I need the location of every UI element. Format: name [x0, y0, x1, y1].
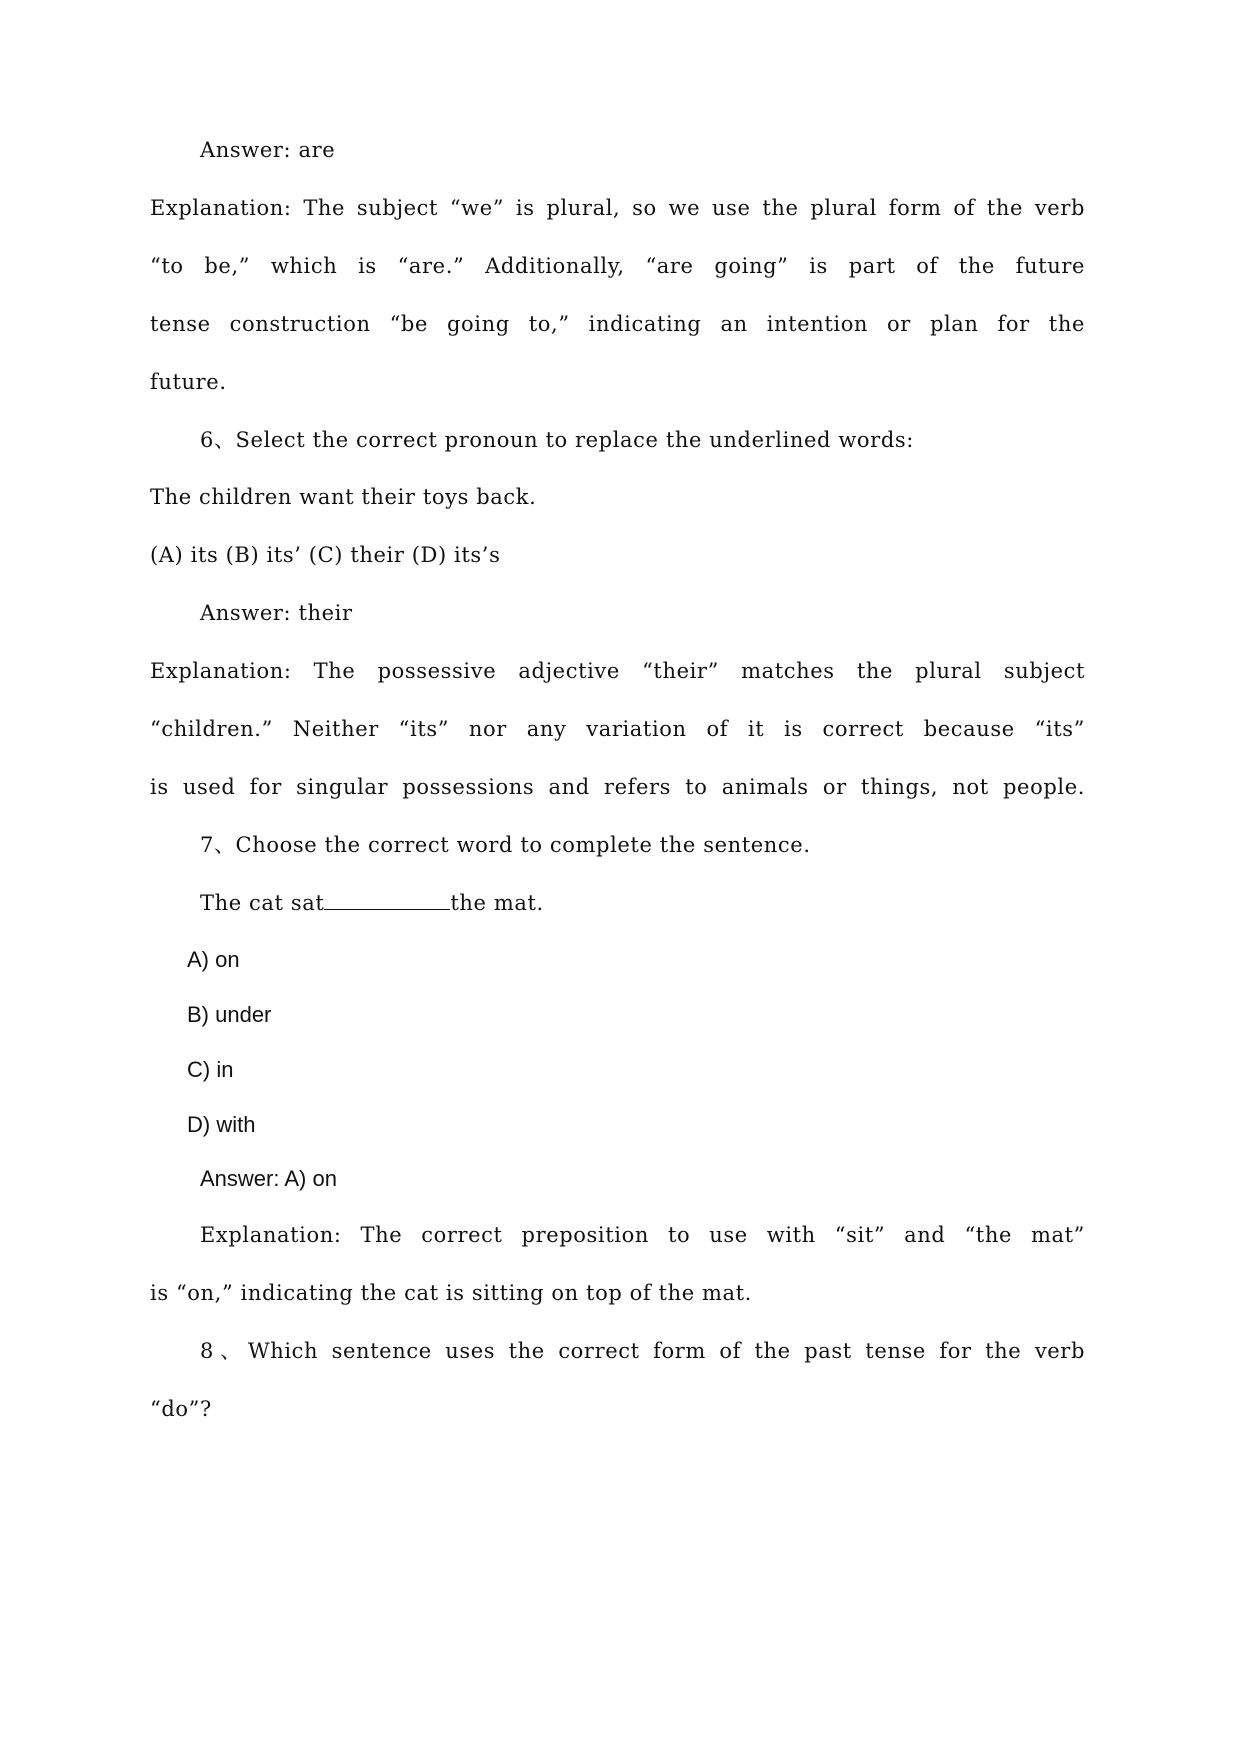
q7-question: 7、Choose the correct word to complete the sentence. [200, 833, 811, 857]
q7-option-d: D) with [187, 1112, 256, 1137]
q7-answer: Answer: A) on [200, 1166, 337, 1191]
q5-explanation-line: Explanation: The subject “we” is plural, so we use the plural form of the verb [150, 196, 1085, 220]
q5-explanation-line: future. [150, 370, 227, 394]
q7-sentence-after: the mat. [450, 891, 544, 915]
q7-explanation-line: Explanation: The correct preposition to use with “sit” and “the mat” [200, 1223, 1085, 1247]
q6-explanation-line: “children.” Neither “its” nor any variation of it is correct because “its” [150, 717, 1085, 741]
q6-answer: Answer: their [200, 601, 353, 625]
q5-explanation-line: tense construction “be going to,” indicating an intention or plan for the [150, 312, 1085, 336]
q6-sentence: The children want their toys back. [150, 485, 537, 509]
q7-option-a: A) on [187, 947, 240, 972]
q7-option-c: C) in [187, 1057, 234, 1082]
q7-sentence [200, 888, 544, 918]
q6-explanation-line: Explanation: The possessive adjective “their” matches the plural subject [150, 659, 1085, 683]
q6-options: (A) its (B) its’ (C) their (D) its’s [150, 543, 501, 567]
q5-explanation-line: “to be,” which is “are.” Additionally, “are going” is part of the future [150, 254, 1085, 278]
q6-question: 6、Select the correct pronoun to replace the underlined words: [200, 428, 914, 452]
q5-answer: Answer: are [200, 138, 336, 162]
q8-question: “do”? [150, 1397, 212, 1421]
q7-option-b: B) under [187, 1002, 272, 1027]
q7-explanation-line: is “on,” indicating the cat is sitting on top of the mat. [150, 1281, 752, 1305]
q7-sentence-before: The cat sat [200, 891, 325, 915]
fill-in-blank [324, 889, 450, 910]
q8-question: 8、Which sentence uses the correct form of the past tense for the verb [200, 1339, 1085, 1363]
q6-explanation-line: is used for singular possessions and refers to animals or things, not people. [150, 775, 1085, 799]
